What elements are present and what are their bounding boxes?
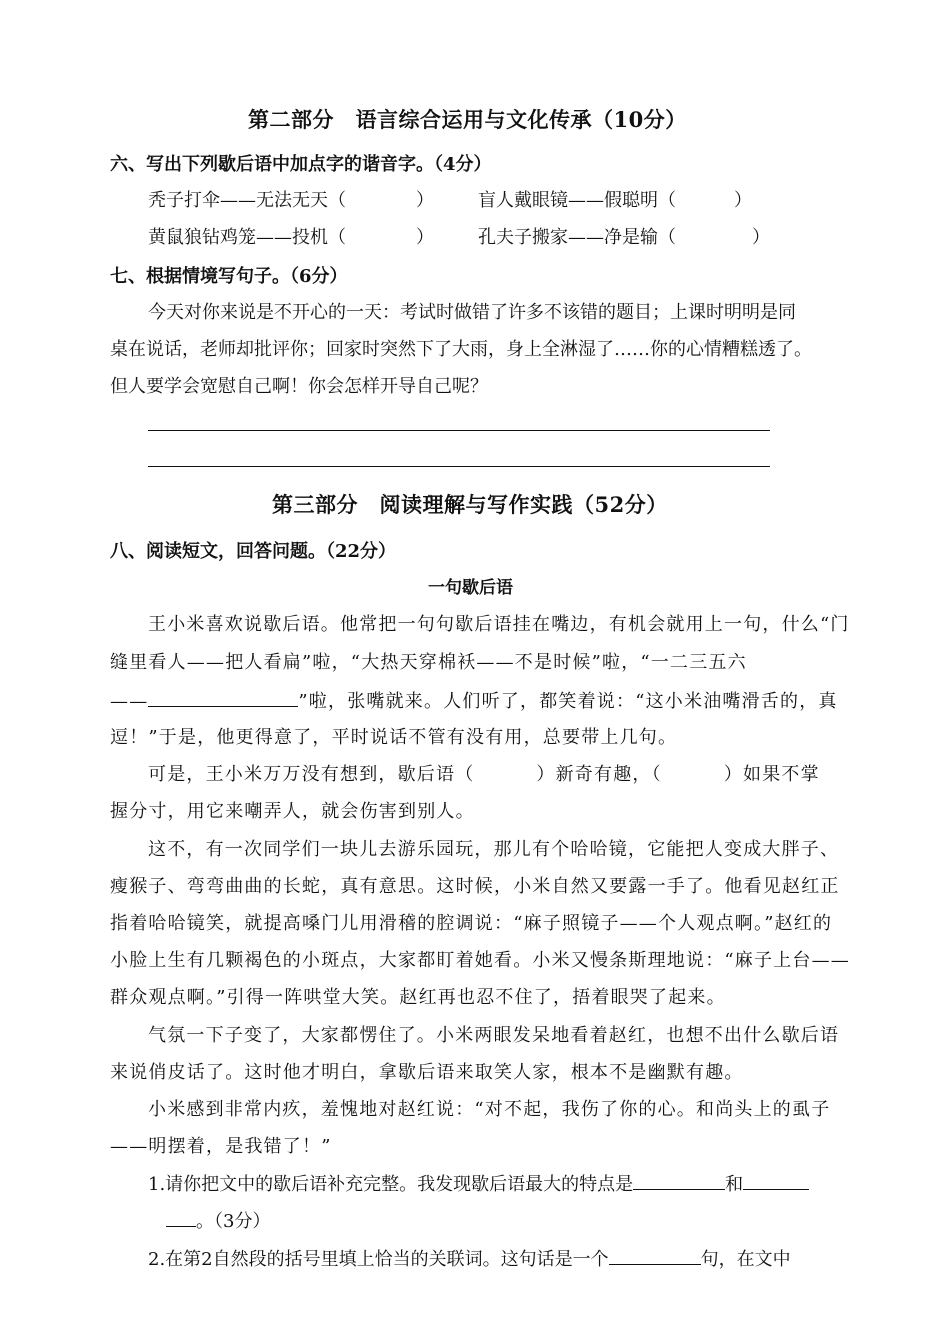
sub2-blank[interactable] [609, 1244, 701, 1265]
p1-line-4: 逗！”于是，他更得意了，平时说话不管有没有用，总要带上几句。 [110, 727, 678, 748]
sub2-line-1 [148, 1244, 791, 1271]
sub2-text: 2.在第2自然段的括号里填上恰当的关联词。这句话是一个 [148, 1248, 609, 1270]
p1-dash: —— [110, 690, 149, 712]
p3-line-2: 瘦猴子、弯弯曲曲的长蛇，真有意思。这时候，小米自然又要露一手了。他看见赵红正 [110, 876, 840, 897]
p5-line-1: 小米感到非常内疚，羞愧地对赵红说：“对不起，我伤了你的心。和尚头上的虱子 [148, 1099, 831, 1120]
sub1-line-2 [166, 1206, 270, 1233]
sub1-mid: 和 [725, 1173, 744, 1195]
q6-item-1 [148, 186, 434, 212]
q6-item-2-close: ） [734, 190, 752, 211]
q7-line-3: 但人要学会宽慰自己啊！你会怎样开导自己呢？ [110, 376, 488, 397]
p1-line-2: 缝里看人——把人看扁”啦，“大热天穿棉袄——不是时候”啦，“一二三五六 [110, 652, 747, 673]
q7-line-2: 桌在说话，老师却批评你；回家时突然下了大雨，身上全淋湿了……你的心情糟糕透了。 [110, 339, 812, 360]
p3-line-1: 这不，有一次同学们一块儿去游乐园玩，那儿有个哈哈镜，它能把人变成大胖子、 [148, 839, 840, 860]
p3-line-5: 群众观点啊。”引得一阵哄堂大笑。赵红再也忍不住了，捂着眼哭了起来。 [110, 987, 726, 1008]
q6-item-1-close: ） [416, 190, 434, 211]
sub1-line-1 [148, 1169, 809, 1196]
p1-line-1: 王小米喜欢说歇后语。他常把一句句歇后语挂在嘴边，有机会就用上一句，什么“门 [148, 614, 850, 635]
q6-item-4-text: 孔夫子搬家——净是输（ [478, 227, 676, 248]
p2-part-3: ）如果不掌 [723, 764, 820, 785]
q6-item-4-close: ） [752, 227, 770, 248]
part3-title: 第三部分 阅读理解与写作实践（52分） [272, 492, 668, 517]
p1-line-3-rest: ”啦，张嘴就来。人们听了，都笑着说：“这小米油嘴滑舌的，真 [298, 690, 838, 712]
sub1-blank-2-cont[interactable] [166, 1206, 196, 1227]
p2-line-2: 握分寸，用它来嘲弄人，就会伤害到别人。 [110, 801, 475, 822]
q7-line-1: 今天对你来说是不开心的一天：考试时做错了许多不该错的题目；上课时明明是同 [148, 302, 796, 323]
p2-part-1: 可是，王小米万万没有想到，歇后语（ [148, 764, 475, 785]
sub2-end: 句，在文中 [700, 1248, 791, 1270]
sub1-text: 1.请你把文中的歇后语补充完整。我发现歇后语最大的特点是 [148, 1173, 634, 1195]
q7-heading: 七、根据情境写句子。（6分） [110, 266, 348, 287]
p1-line-3 [110, 686, 838, 713]
sub1-blank-2[interactable] [743, 1169, 809, 1190]
p3-line-3: 指着哈哈镜笑，就提高嗓门儿用滑稽的腔调说：“麻子照镜子——个人观点啊。”赵红的 [110, 913, 833, 934]
sub1-end: 。（3分） [196, 1210, 271, 1232]
p5-line-2: ——明摆着，是我错了！” [110, 1136, 332, 1157]
p4-line-2: 来说俏皮话了。这时他才明白，拿歇后语来取笑人家，根本不是幽默有趣。 [110, 1062, 744, 1083]
p2-part-2: ）新奇有趣，（ [536, 764, 662, 785]
p4-line-1: 气氛一下子变了，大家都愣住了。小米两眼发呆地看着赵红，也想不出什么歇后语 [148, 1025, 840, 1046]
q6-item-2-text: 盲人戴眼镜——假聪明（ [478, 190, 676, 211]
q6-item-3-text: 黄鼠狼钻鸡笼——投机（ [148, 227, 346, 248]
q6-heading: 六、写出下列歇后语中加点字的谐音字。（4分） [110, 154, 492, 175]
sub1-blank-1[interactable] [633, 1169, 725, 1190]
q6-item-4 [478, 223, 770, 249]
p1-fill-blank[interactable] [148, 686, 298, 707]
q7-answer-line-2[interactable] [148, 466, 770, 467]
p2-line-1 [148, 760, 820, 786]
story-title: 一句歇后语 [428, 578, 513, 598]
q7-answer-line-1[interactable] [148, 430, 770, 431]
q6-item-1-text: 秃子打伞——无法无天（ [148, 190, 346, 211]
q6-item-3-close: ） [416, 227, 434, 248]
q6-item-2 [478, 186, 752, 212]
q8-heading: 八、阅读短文，回答问题。（22分） [110, 541, 397, 562]
p3-line-4: 小脸上生有几颗褐色的小斑点，大家都盯着她看。小米又慢条斯理地说：“麻子上台—— [110, 950, 850, 971]
q6-item-3 [148, 223, 434, 249]
part2-title: 第二部分 语言综合运用与文化传承（10分） [248, 107, 687, 132]
